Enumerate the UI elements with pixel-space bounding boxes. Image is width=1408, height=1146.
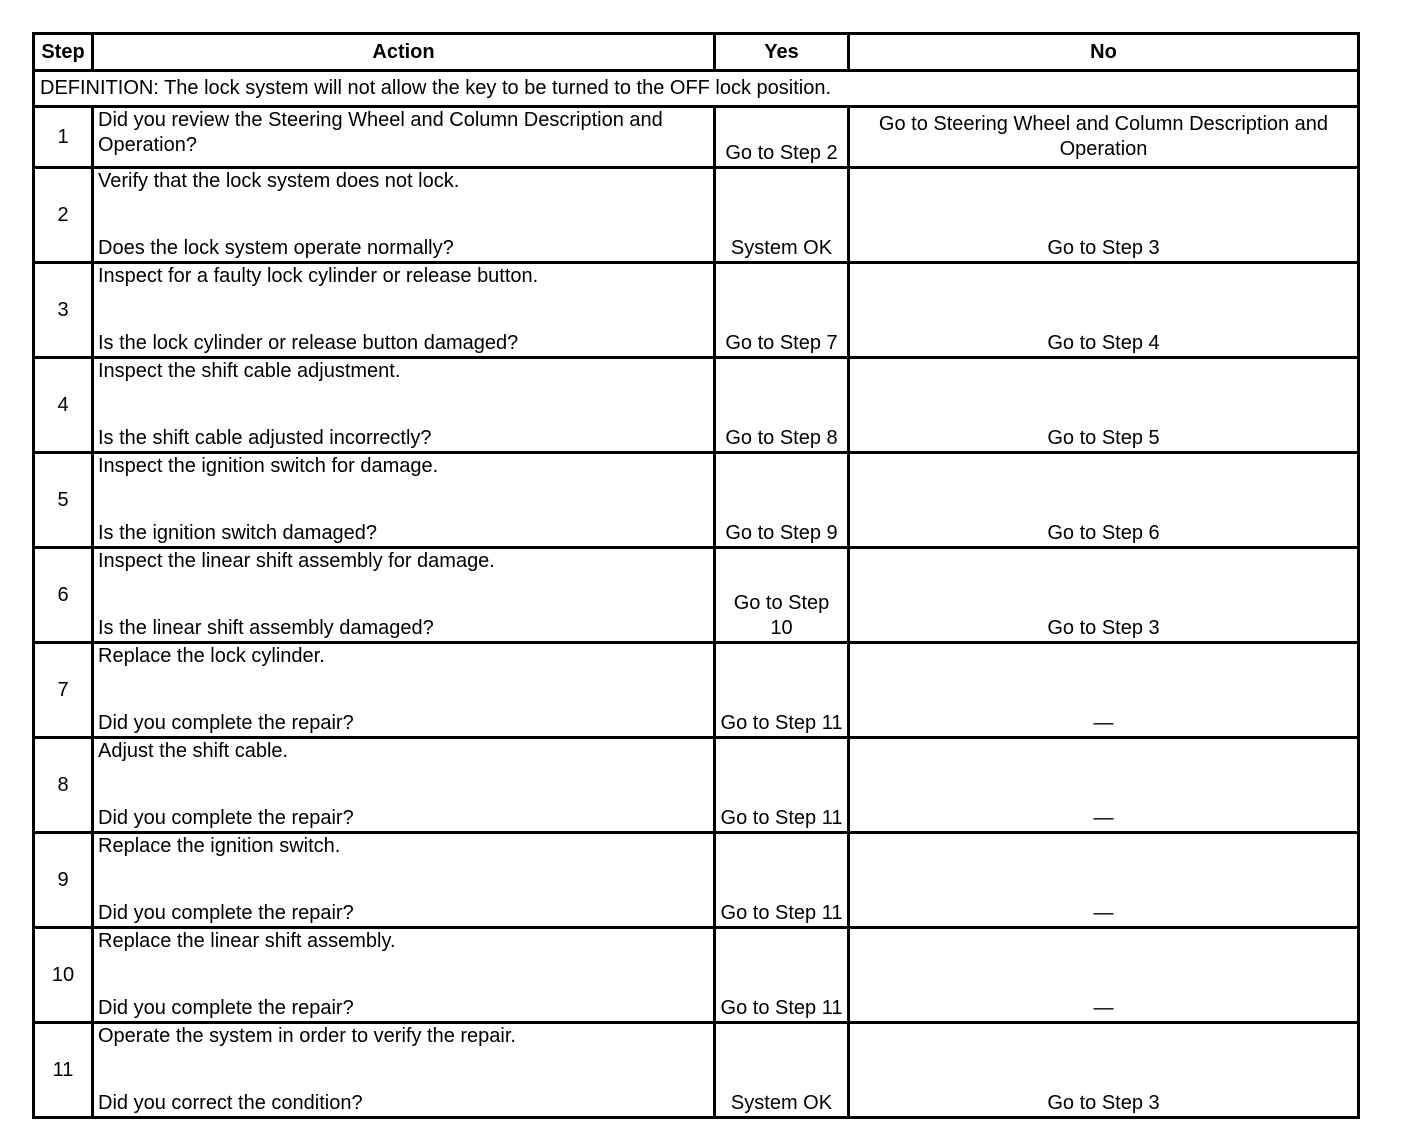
no-result: Go to Step 6 bbox=[849, 453, 1359, 548]
yes-result: Go to Step 10 bbox=[715, 548, 849, 643]
action-instruction: Replace the lock cylinder. bbox=[98, 645, 325, 667]
action-instruction: Adjust the shift cable. bbox=[98, 740, 289, 762]
definition-text: DEFINITION: The lock system will not allow the key to be turned to the OFF lock position. bbox=[34, 71, 1359, 107]
action-instruction: Inspect the ignition switch for damage. bbox=[98, 455, 439, 477]
yes-result: Go to Step 9 bbox=[715, 453, 849, 548]
table-row bbox=[34, 358, 1359, 453]
no-result: — bbox=[849, 738, 1359, 833]
table-row bbox=[34, 453, 1359, 548]
yes-result: Go to Step 11 bbox=[715, 928, 849, 1023]
definition-row bbox=[34, 71, 1359, 107]
table-row bbox=[34, 263, 1359, 358]
action-instruction: Replace the linear shift assembly. bbox=[98, 930, 396, 952]
header-action: Action bbox=[93, 34, 715, 71]
action-question: Is the ignition switch damaged? bbox=[98, 522, 378, 544]
action-cell bbox=[93, 833, 715, 928]
yes-result: Go to Step 11 bbox=[715, 738, 849, 833]
action-cell bbox=[93, 928, 715, 1023]
action-question: Is the shift cable adjusted incorrectly? bbox=[98, 427, 432, 449]
no-result: — bbox=[849, 928, 1359, 1023]
diagnostic-table bbox=[32, 32, 1360, 1119]
action-cell bbox=[93, 168, 715, 263]
action-question: Did you complete the repair? bbox=[98, 807, 354, 829]
table-row bbox=[34, 928, 1359, 1023]
no-result: — bbox=[849, 833, 1359, 928]
yes-result: Go to Step 2 bbox=[715, 107, 849, 168]
action-instruction: Did you review the Steering Wheel and Column Description and Operation? bbox=[98, 109, 663, 156]
yes-result: Go to Step 8 bbox=[715, 358, 849, 453]
action-cell bbox=[93, 548, 715, 643]
action-cell bbox=[93, 453, 715, 548]
action-cell bbox=[93, 107, 715, 168]
header-no: No bbox=[849, 34, 1359, 71]
action-instruction: Replace the ignition switch. bbox=[98, 835, 341, 857]
action-question: Did you correct the condition? bbox=[98, 1092, 363, 1114]
no-result: Go to Step 4 bbox=[849, 263, 1359, 358]
step-number: 11 bbox=[34, 1023, 93, 1118]
action-question: Is the linear shift assembly damaged? bbox=[98, 617, 434, 639]
action-instruction: Inspect for a faulty lock cylinder or release button. bbox=[98, 265, 539, 287]
no-result: Go to Steering Wheel and Column Description and Operation bbox=[849, 107, 1359, 168]
table-row bbox=[34, 107, 1359, 168]
header-row bbox=[34, 34, 1359, 71]
action-question: Is the lock cylinder or release button damaged? bbox=[98, 332, 519, 354]
action-question: Did you complete the repair? bbox=[98, 997, 354, 1019]
step-number: 9 bbox=[34, 833, 93, 928]
step-number: 5 bbox=[34, 453, 93, 548]
no-result: Go to Step 3 bbox=[849, 168, 1359, 263]
action-instruction: Inspect the shift cable adjustment. bbox=[98, 360, 401, 382]
action-cell bbox=[93, 1023, 715, 1118]
action-instruction: Verify that the lock system does not lock. bbox=[98, 170, 460, 192]
yes-result: Go to Step 11 bbox=[715, 643, 849, 738]
no-result: Go to Step 3 bbox=[849, 1023, 1359, 1118]
no-result: — bbox=[849, 643, 1359, 738]
action-instruction: Operate the system in order to verify the repair. bbox=[98, 1025, 516, 1047]
yes-result: Go to Step 7 bbox=[715, 263, 849, 358]
step-number: 7 bbox=[34, 643, 93, 738]
action-question: Did you complete the repair? bbox=[98, 712, 354, 734]
table-row bbox=[34, 168, 1359, 263]
action-cell bbox=[93, 358, 715, 453]
no-result: Go to Step 3 bbox=[849, 548, 1359, 643]
action-cell bbox=[93, 738, 715, 833]
table-row bbox=[34, 738, 1359, 833]
action-question: Did you complete the repair? bbox=[98, 902, 354, 924]
table-row bbox=[34, 1023, 1359, 1118]
step-number: 6 bbox=[34, 548, 93, 643]
step-number: 8 bbox=[34, 738, 93, 833]
yes-result: Go to Step 11 bbox=[715, 833, 849, 928]
action-cell bbox=[93, 643, 715, 738]
step-number: 4 bbox=[34, 358, 93, 453]
step-number: 3 bbox=[34, 263, 93, 358]
yes-result: System OK bbox=[715, 1023, 849, 1118]
table-row bbox=[34, 548, 1359, 643]
table-row bbox=[34, 833, 1359, 928]
yes-result: System OK bbox=[715, 168, 849, 263]
table-row bbox=[34, 643, 1359, 738]
step-number: 10 bbox=[34, 928, 93, 1023]
step-number: 1 bbox=[34, 107, 93, 168]
action-cell bbox=[93, 263, 715, 358]
no-result: Go to Step 5 bbox=[849, 358, 1359, 453]
action-instruction: Inspect the linear shift assembly for damage. bbox=[98, 550, 495, 572]
step-number: 2 bbox=[34, 168, 93, 263]
header-yes: Yes bbox=[715, 34, 849, 71]
action-question: Does the lock system operate normally? bbox=[98, 237, 454, 259]
header-step: Step bbox=[34, 34, 93, 71]
